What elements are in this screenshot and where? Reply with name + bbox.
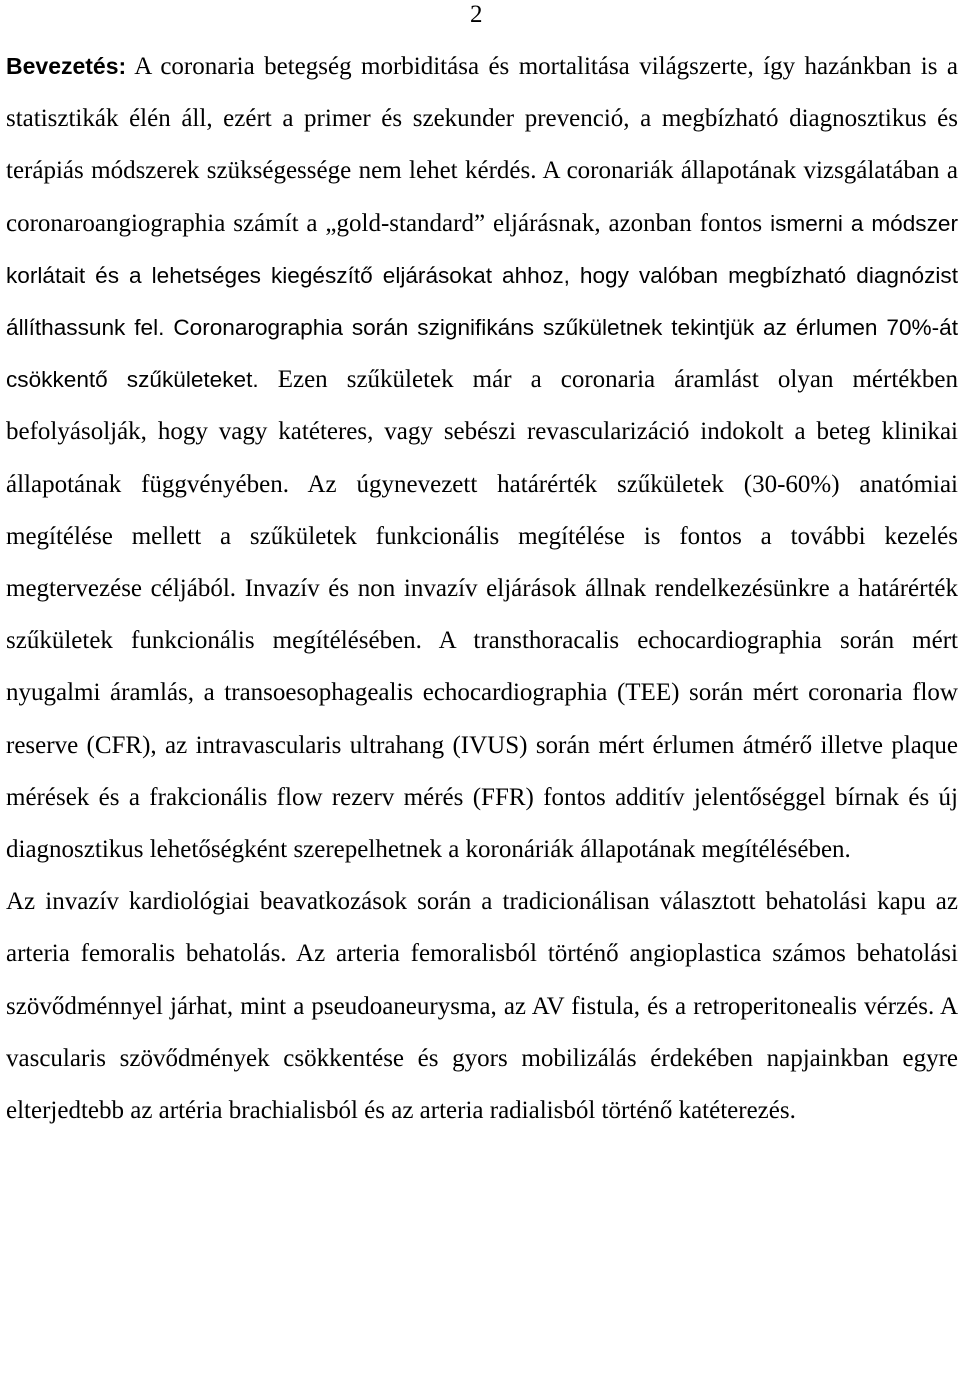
- intro-text-part-2: ismerni a módszer korlátait és a lehetséges kiegészítő eljárásokat ahhoz, hogy valóban megbízható diagnózist állíthassunk fel. Coronarographia során szignifikáns szűkületnek tekintjük az érlumen 70%-át csökkentő szűkületeket.: [6, 210, 958, 393]
- section-heading: Bevezetés:: [6, 53, 127, 79]
- intro-text-part-3: Ezen szűkületek már a coronaria áramlást olyan mértékben befolyásolják, hogy vagy katéteres, vagy sebészi revascularizáció indokolt a beteg klinikai állapotának függvényében. Az úgynevezett határérték szűkületek (30-60%) anatómiai megítélése mellett a szűkületek funkcionális megítélése is fontos a további kezelés megtervezése céljából. Invazív és non invazív eljárások állnak rendelkezésünkre a határérték szűkületek funkcionális megítélésében. A transthoracalis echocardiographia során mért nyugalmi áramlás, a transoesophagealis echocardiographia (TEE) során mért coronaria flow reserve (CFR), az intravascularis ultrahang (IVUS) során mért érlumen átmérő illetve plaque mérések és a frakcionális flow rezerv mérés (FFR) fontos additív jelentőséggel bírnak és új diagnosztikus lehetőségként szerepelhetnek a koronáriák állapotának megítélésében.: [6, 366, 958, 864]
- access-paragraph: Az invazív kardiológiai beavatkozások során a tradicionálisan választott behatolási kapu az arteria femoralis behatolás. Az arteria femoralisból történő angioplastica számos behatolási szövődménnyel járhat, mint a pseudoaneurysma, az AV fistula, és a retroperitonealis vérzés. A vascularis szövődmények csökkentése és gyors mobilizálás érdekében napjainkban egyre elterjedtebb az artéria brachialisból és az arteria radialisból történő katéterezés.: [6, 888, 958, 1125]
- document-body: [6, 40, 958, 1137]
- page-number: 2: [470, 1, 483, 28]
- intro-paragraph: [6, 40, 958, 876]
- intro-text-part-1: A coronaria betegség morbiditása és mortalitása világszerte, így hazánkban is a statisztikák élén áll, ezért a primer és szekunder prevenció, a megbízható diagnosztikus és terápiás módszerek szükségessége nem lehet kérdés. A coronariák állapotának vizsgálatában a coronaroangiographia számít a „gold-standard” eljárásnak, azonban fontos: [6, 53, 958, 237]
